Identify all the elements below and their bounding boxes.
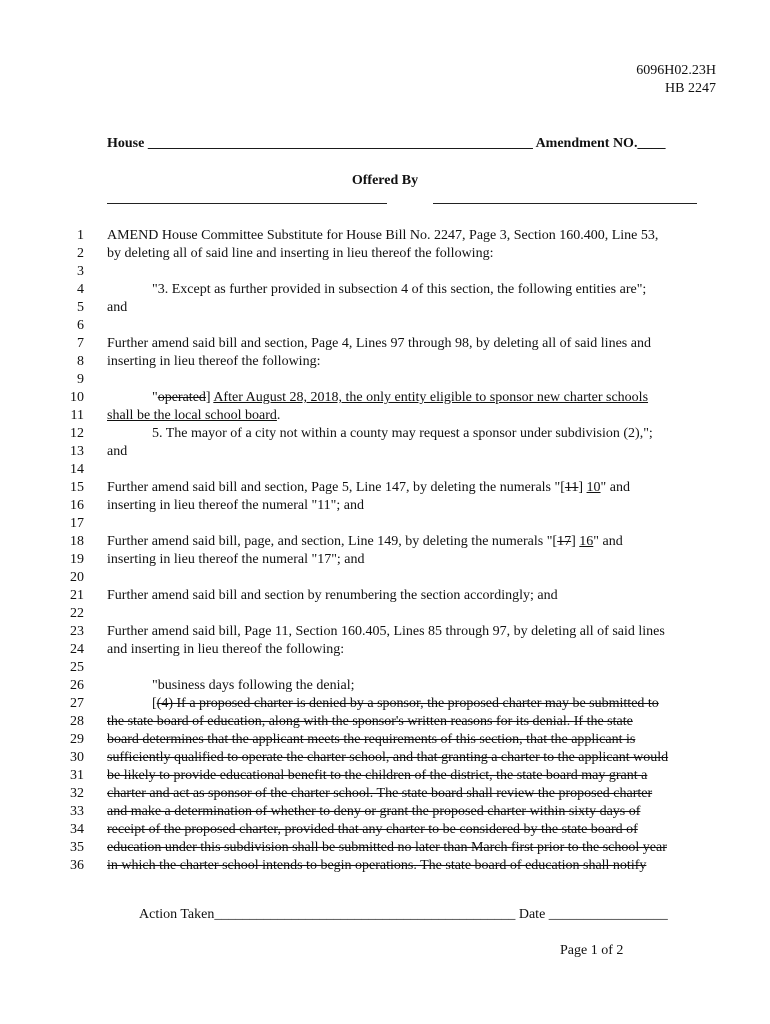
deleted-line: the state board of education, along with the sponsor's written reasons for its denial. If the state	[107, 714, 633, 729]
line-number: 6	[77, 318, 84, 333]
inserted-text: shall be the local school board	[107, 408, 277, 423]
line-number: 31	[70, 768, 84, 783]
body-line	[107, 408, 280, 424]
deleted-line: charter and act as sponsor of the charter school. The state board shall review the proposed charter	[107, 786, 653, 801]
deleted-line: receipt of the proposed charter, provided that any charter to be considered by the state board of	[107, 822, 638, 837]
deleted-line: education under this subdivision shall be submitted no later than March first prior to the school year	[107, 840, 667, 855]
body-line	[107, 534, 623, 550]
line-number: 18	[70, 534, 84, 549]
line-number: 32	[70, 786, 84, 801]
line-number: 23	[70, 624, 84, 639]
line-number: 28	[70, 714, 84, 729]
line-number: 34	[70, 822, 84, 837]
line-number: 8	[77, 354, 84, 369]
line-number: 3	[77, 264, 84, 279]
line-number: 10	[70, 390, 84, 405]
inserted-text: After August 28, 2018, the only entity eligible to sponsor new charter schools	[213, 390, 649, 405]
body-text: Further amend said bill, page, and section, Line 149, by deleting the numerals "[	[107, 534, 558, 549]
body-line: and	[107, 300, 128, 315]
body-text: " and	[600, 480, 630, 495]
deleted-line: sufficiently qualified to operate the charter school, and that granting a charter to the applicant would	[107, 750, 669, 765]
body-text: "	[152, 390, 158, 405]
body-line: inserting in lieu thereof the numeral "17"; and	[107, 552, 365, 567]
body-line: by deleting all of said line and inserting in lieu thereof the following:	[107, 246, 494, 261]
signature-line-right	[433, 203, 697, 204]
bill-number: HB 2247	[665, 81, 716, 96]
inserted-text: 16	[579, 534, 594, 549]
line-number: 13	[70, 444, 84, 459]
body-line	[152, 696, 659, 712]
deleted-line: in which the charter school intends to begin operations. The state board of education shall notify	[107, 858, 647, 873]
body-text: ]	[578, 480, 587, 495]
line-number: 5	[77, 300, 84, 315]
body-text: ]	[571, 534, 580, 549]
line-number: 7	[77, 336, 84, 351]
body-line: AMEND House Committee Substitute for House Bill No. 2247, Page 3, Section 160.400, Line 53,	[107, 228, 659, 243]
deleted-text: operated	[157, 390, 206, 405]
deleted-line: be likely to provide educational benefit to the children of the district, the state board may grant a	[107, 768, 648, 783]
body-line: and	[107, 444, 128, 459]
line-number: 29	[70, 732, 84, 747]
body-text: .	[276, 408, 281, 423]
line-number: 1	[77, 228, 84, 243]
line-number: 19	[70, 552, 84, 567]
body-text: ]	[205, 390, 214, 405]
body-line: and inserting in lieu thereof the following:	[107, 642, 345, 657]
line-number: 33	[70, 804, 84, 819]
line-number: 22	[70, 606, 84, 621]
line-number: 12	[70, 426, 84, 441]
body-line: Further amend said bill and section, Page 4, Lines 97 through 98, by deleting all of said lines and	[107, 336, 651, 351]
line-number: 14	[70, 462, 84, 477]
inserted-text: 10	[586, 480, 601, 495]
body-line	[107, 480, 630, 496]
body-line: Further amend said bill, Page 11, Section 160.405, Lines 85 through 97, by deleting all of said lines	[107, 624, 665, 639]
document-header	[636, 62, 716, 98]
line-number: 11	[70, 408, 84, 423]
line-number: 17	[70, 516, 84, 531]
body-line	[152, 390, 648, 406]
deleted-text: 17	[557, 534, 572, 549]
body-text: [	[152, 696, 157, 711]
body-line: 5. The mayor of a city not within a county may request a sponsor under subdivision (2),";	[152, 426, 653, 441]
line-number: 30	[70, 750, 84, 765]
house-amendment-line: House _______________________________________________________ Amendment NO.____	[107, 136, 666, 151]
body-line: inserting in lieu thereof the numeral "11"; and	[107, 498, 365, 513]
document-code: 6096H02.23H	[636, 63, 716, 78]
action-taken-line: Action Taken___________________________________________ Date _________________	[139, 907, 668, 922]
line-number: 2	[77, 246, 84, 261]
body-line: "business days following the denial;	[152, 678, 355, 693]
deleted-line: and make a determination of whether to deny or grant the proposed charter within sixty days of	[107, 804, 641, 819]
body-line: Further amend said bill and section by renumbering the section accordingly; and	[107, 588, 558, 603]
offered-by-label: Offered By	[351, 173, 419, 188]
line-number: 4	[77, 282, 84, 297]
line-number: 27	[70, 696, 84, 711]
body-text: " and	[593, 534, 623, 549]
deleted-text: (4) If a proposed charter is denied by a sponsor, the proposed charter may be submitted to	[156, 696, 659, 711]
deleted-text: 11	[564, 480, 579, 495]
line-number: 25	[70, 660, 84, 675]
page-number: Page 1 of 2	[560, 943, 624, 958]
line-number: 35	[70, 840, 84, 855]
deleted-line: board determines that the applicant meets the requirements of this section, that the applicant is	[107, 732, 636, 747]
line-number: 20	[70, 570, 84, 585]
line-number: 15	[70, 480, 84, 495]
body-text: Further amend said bill and section, Page 5, Line 147, by deleting the numerals "[	[107, 480, 565, 495]
signature-line-left	[107, 203, 387, 204]
line-number: 24	[70, 642, 84, 657]
line-number: 26	[70, 678, 84, 693]
body-line: inserting in lieu thereof the following:	[107, 354, 321, 369]
line-number: 9	[77, 372, 84, 387]
line-number: 16	[70, 498, 84, 513]
body-line: "3. Except as further provided in subsection 4 of this section, the following entities are";	[152, 282, 647, 297]
line-number: 21	[70, 588, 84, 603]
line-number: 36	[70, 858, 84, 873]
